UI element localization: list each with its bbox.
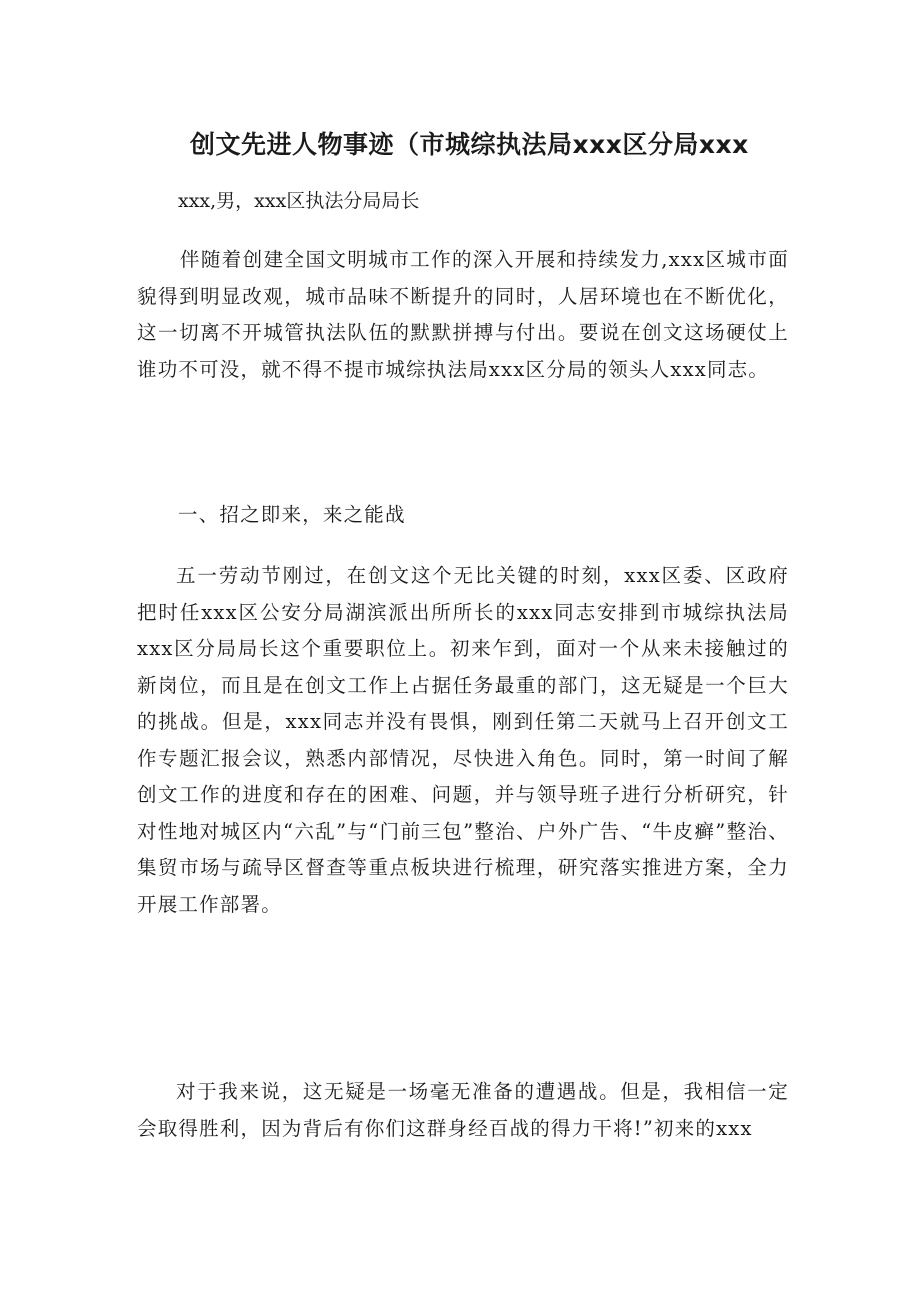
author-byline: xxx,男，xxx区执法分局局长: [178, 190, 420, 212]
paragraph-intro: 伴随着创建全国文明城市工作的深入开展和持续发力,xxx区城市面貌得到明显改观，城市品味不断提升的同时，人居环境也在不断优化，这一切离不开城管执法队伍的默默拼搏与付出。要说在创文这场硬仗上谁功不可没，就不得不提市城综执法局xxx区分局的领头人xxx同志。: [137, 248, 789, 381]
document-title: 创文先进人物事迹（市城综执法局xxx区分局xxx: [190, 130, 749, 159]
paragraph-body: 五一劳动节刚过，在创文这个无比关键的时刻，xxx区委、区政府把时任xxx区公安分局湖滨派出所所长的xxx同志安排到市城综执法局xxx区分局局长这个重要职位上。初来乍到，面对一个从来未接触过的新岗位，而且是在创文工作上占据任务最重的部门，这无疑是一个巨大的挑战。但是，xxx同志并没有畏惧，刚到任第二天就马上召开创文工作专题汇报会议，熟悉内部情况，尽快进入角色。同时，第一时间了解创文工作的进度和存在的困难、问题，并与领导班子进行分析研究，针对性地对城区内“六乱”与“门前三包”整治、户外广告、“牛皮癣”整治、集贸市场与疏导区督查等重点板块进行梳理，研究落实推进方案，全力开展工作部署。: [137, 564, 789, 916]
section-heading: 一、招之即来，来之能战: [178, 503, 406, 526]
paragraph-quote: 对于我来说，这无疑是一场毫无准备的遭遇战。但是，我相信一定会取得胜利，因为背后有你们这群身经百战的得力干将!”初来的xxx: [137, 1080, 789, 1140]
